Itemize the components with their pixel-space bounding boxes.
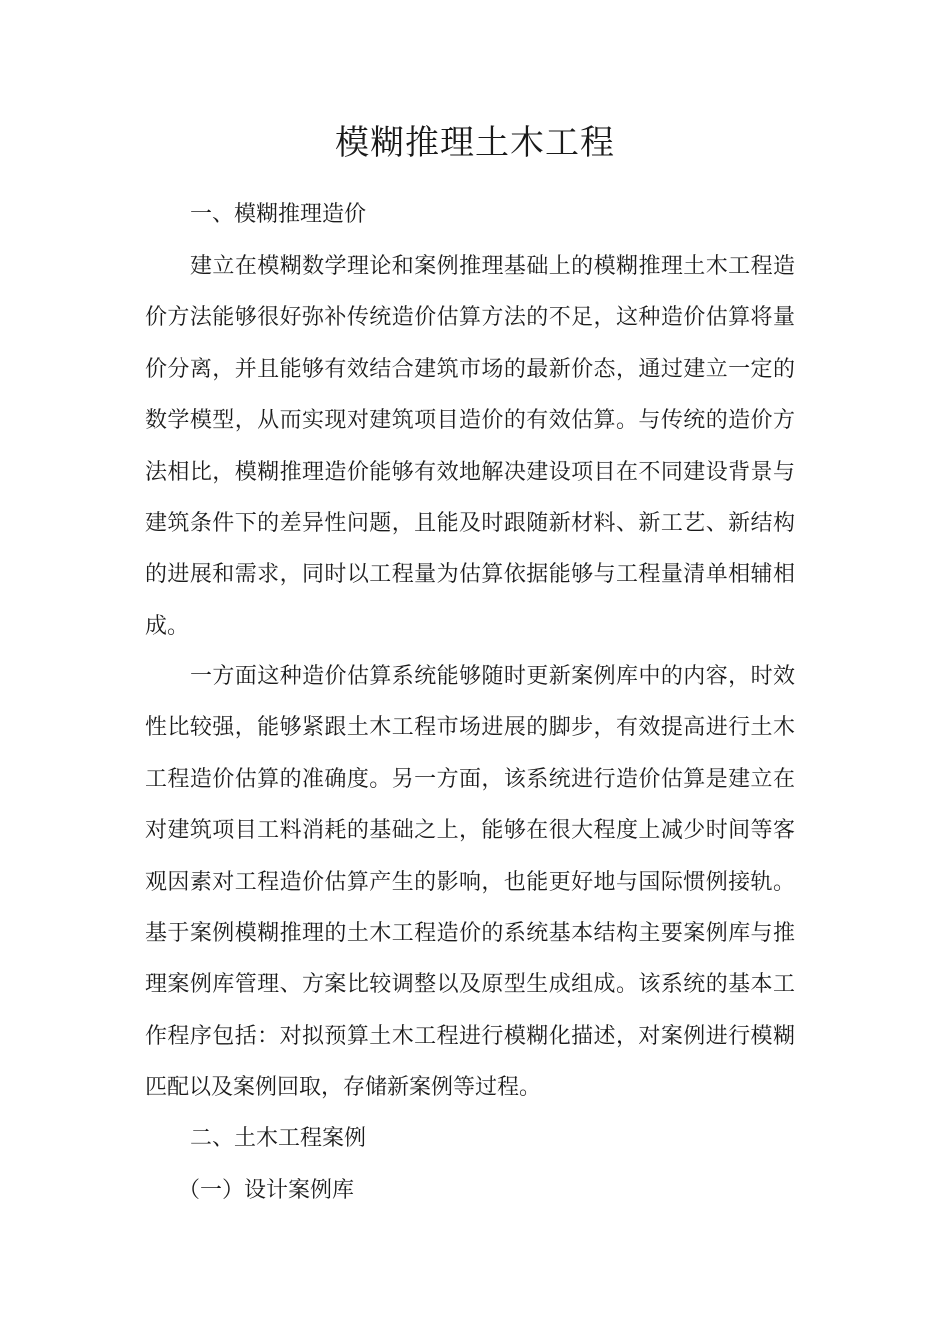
paragraph-line: 建筑条件下的差异性问题，且能及时跟随新材料、新工艺、新结构 [145,510,795,536]
paragraph-line: 法相比，模糊推理造价能够有效地解决建设项目在不同建设背景与 [145,459,795,485]
paragraph-line: 性比较强，能够紧跟土木工程市场进展的脚步，有效提高进行土木 [145,715,795,741]
paragraph-line: 价方法能够很好弥补传统造价估算方法的不足，这种造价估算将量 [145,305,795,331]
paragraph-line: 基于案例模糊推理的土木工程造价的系统基本结构主要案例库与推 [145,920,795,946]
paragraph-line: 数学模型，从而实现对建筑项目造价的有效估算。与传统的造价方 [145,408,795,434]
paragraph-line: 价分离，并且能够有效结合建筑市场的最新价态，通过建立一定的 [145,356,795,382]
paragraph-line: 的进展和需求，同时以工程量为估算依据能够与工程量清单相辅相 [145,562,795,588]
paragraph-line: 工程造价估算的准确度。另一方面，该系统进行造价估算是建立在 [145,766,795,792]
section-heading-2: 二、土木工程案例 [190,1126,367,1151]
paragraph-line: 匹配以及案例回取，存储新案例等过程。 [145,1075,542,1101]
paragraph-line: 一方面这种造价估算系统能够随时更新案例库中的内容，时效 [190,664,795,689]
paragraph-line: 理案例库管理、方案比较调整以及原型生成组成。该系统的基本工 [145,972,795,998]
document-title: 模糊推理土木工程 [335,123,615,163]
paragraph-line: 成。 [145,613,190,639]
paragraph-line: 观因素对工程造价估算产生的影响，也能更好地与国际惯例接轨。 [145,869,795,895]
paragraph-line: 作程序包括：对拟预算土木工程进行模糊化描述，对案例进行模糊 [145,1023,795,1049]
paragraph-1 [145,241,795,652]
subsection-heading: （一）设计案例库 [178,1178,355,1203]
paragraph-line: 建立在模糊数学理论和案例推理基础上的模糊推理土木工程造 [190,254,795,279]
paragraph-line: 对建筑项目工料消耗的基础之上，能够在很大程度上减少时间等客 [145,818,795,844]
section-heading-1: 一、模糊推理造价 [190,202,367,227]
paragraph-2 [145,651,795,1114]
